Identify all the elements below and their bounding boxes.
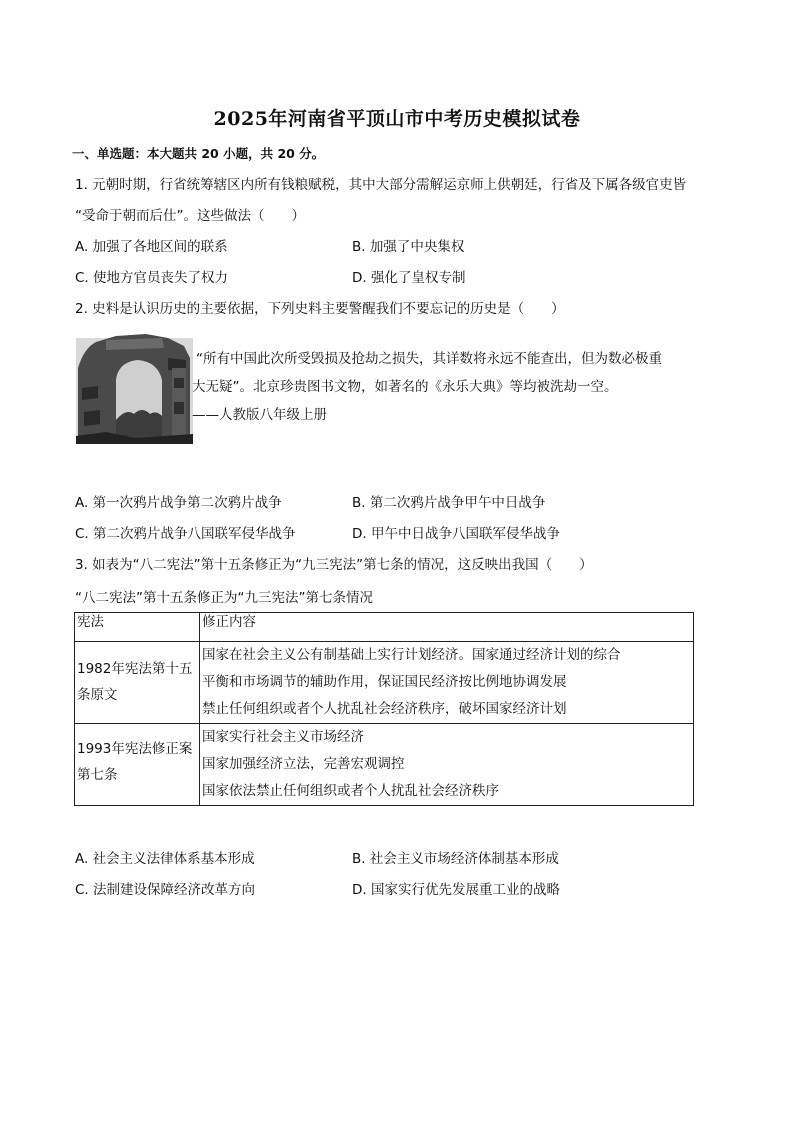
- q2-stem: 2. 史料是认识历史的主要依据，下列史料主要警醒我们不要忘记的历史是（ ）: [75, 301, 565, 317]
- row-label-line: 1993年宪法修正案: [77, 741, 193, 757]
- q3-option-d[interactable]: D. 国家实行优先发展重工业的战略: [352, 882, 560, 898]
- q3-option-b[interactable]: B. 社会主义市场经济体制基本形成: [352, 851, 559, 867]
- amendment-text-line: 国家在社会主义公有制基础上实行计划经济。国家通过经济计划的综合: [202, 647, 621, 663]
- amendment-text-line: 国家加强经济立法，完善宏观调控: [202, 756, 405, 772]
- table-header-cell: 修正内容: [200, 613, 694, 642]
- q2-option-d[interactable]: D. 甲午中日战争八国联军侵华战争: [352, 526, 560, 542]
- q2-option-c[interactable]: C. 第二次鸦片战争八国联军侵华战争: [75, 526, 296, 542]
- q2-quote-line2: 大无疑”。北京珍贵图书文物，如著名的《永乐大典》等均被洗劫一空。: [192, 379, 618, 395]
- q3-option-a[interactable]: A. 社会主义法律体系基本形成: [75, 851, 255, 867]
- q2-quote-source: ——人教版八年级上册: [192, 407, 327, 423]
- q1-option-c[interactable]: C. 使地方官员丧失了权力: [75, 270, 229, 286]
- amendment-text-line: 禁止任何组织或者个人扰乱社会经济秩序，破坏国家经济计划: [202, 701, 567, 717]
- q1-option-d[interactable]: D. 强化了皇权专制: [352, 270, 466, 286]
- q3-stem: 3. 如表为“八二宪法”第十五条修正为“九三宪法”第七条的情况，这反映出我国（ ）: [75, 557, 593, 573]
- row-label-line: 1982年宪法第十五: [77, 661, 193, 677]
- amendment-text-line: 平衡和市场调节的辅助作用，保证国民经济按比例地协调发展: [202, 674, 567, 690]
- section-heading: 一、单选题：本大题共 20 小题，共 20 分。: [72, 146, 325, 161]
- q1-option-a[interactable]: A. 加强了各地区间的联系: [75, 239, 228, 255]
- table-header-row: [75, 613, 694, 642]
- q2-quote-line1: “所有中国此次所受毁损及抢劫之损失，其详数将永远不能查出，但为数必极重: [196, 351, 662, 367]
- q1-option-b[interactable]: B. 加强了中央集权: [352, 239, 465, 255]
- row-label-line: 第七条: [77, 767, 118, 783]
- amendment-text-line: 国家依法禁止任何组织或者个人扰乱社会经济秩序: [202, 783, 499, 799]
- table-row: [75, 642, 694, 724]
- page-title: 2025年河南省平顶山市中考历史模拟试卷: [213, 108, 581, 130]
- table-row: [75, 724, 694, 806]
- q1-stem-line1: 1. 元朝时期，行省统筹辖区内所有钱粮赋税，其中大部分需解运京师上供朝廷，行省及下属各级官吏皆: [75, 177, 687, 193]
- amendment-text-line: 国家实行社会主义市场经济: [202, 729, 364, 745]
- q3-option-c[interactable]: C. 法制建设保障经济改革方向: [75, 882, 256, 898]
- ruins-photo-image: [76, 328, 193, 444]
- constitution-amendment-table: [74, 612, 694, 806]
- q1-stem-line2: “受命于朝而后仕”。这些做法（ ）: [75, 208, 305, 224]
- q2-option-a[interactable]: A. 第一次鸦片战争第二次鸦片战争: [75, 495, 282, 511]
- row-label-line: 条原文: [77, 687, 118, 703]
- table-header-cell: 宪法: [75, 613, 200, 642]
- q3-table-caption: “八二宪法”第十五条修正为“九三宪法”第七条情况: [75, 590, 373, 606]
- q2-option-b[interactable]: B. 第二次鸦片战争甲午中日战争: [352, 495, 546, 511]
